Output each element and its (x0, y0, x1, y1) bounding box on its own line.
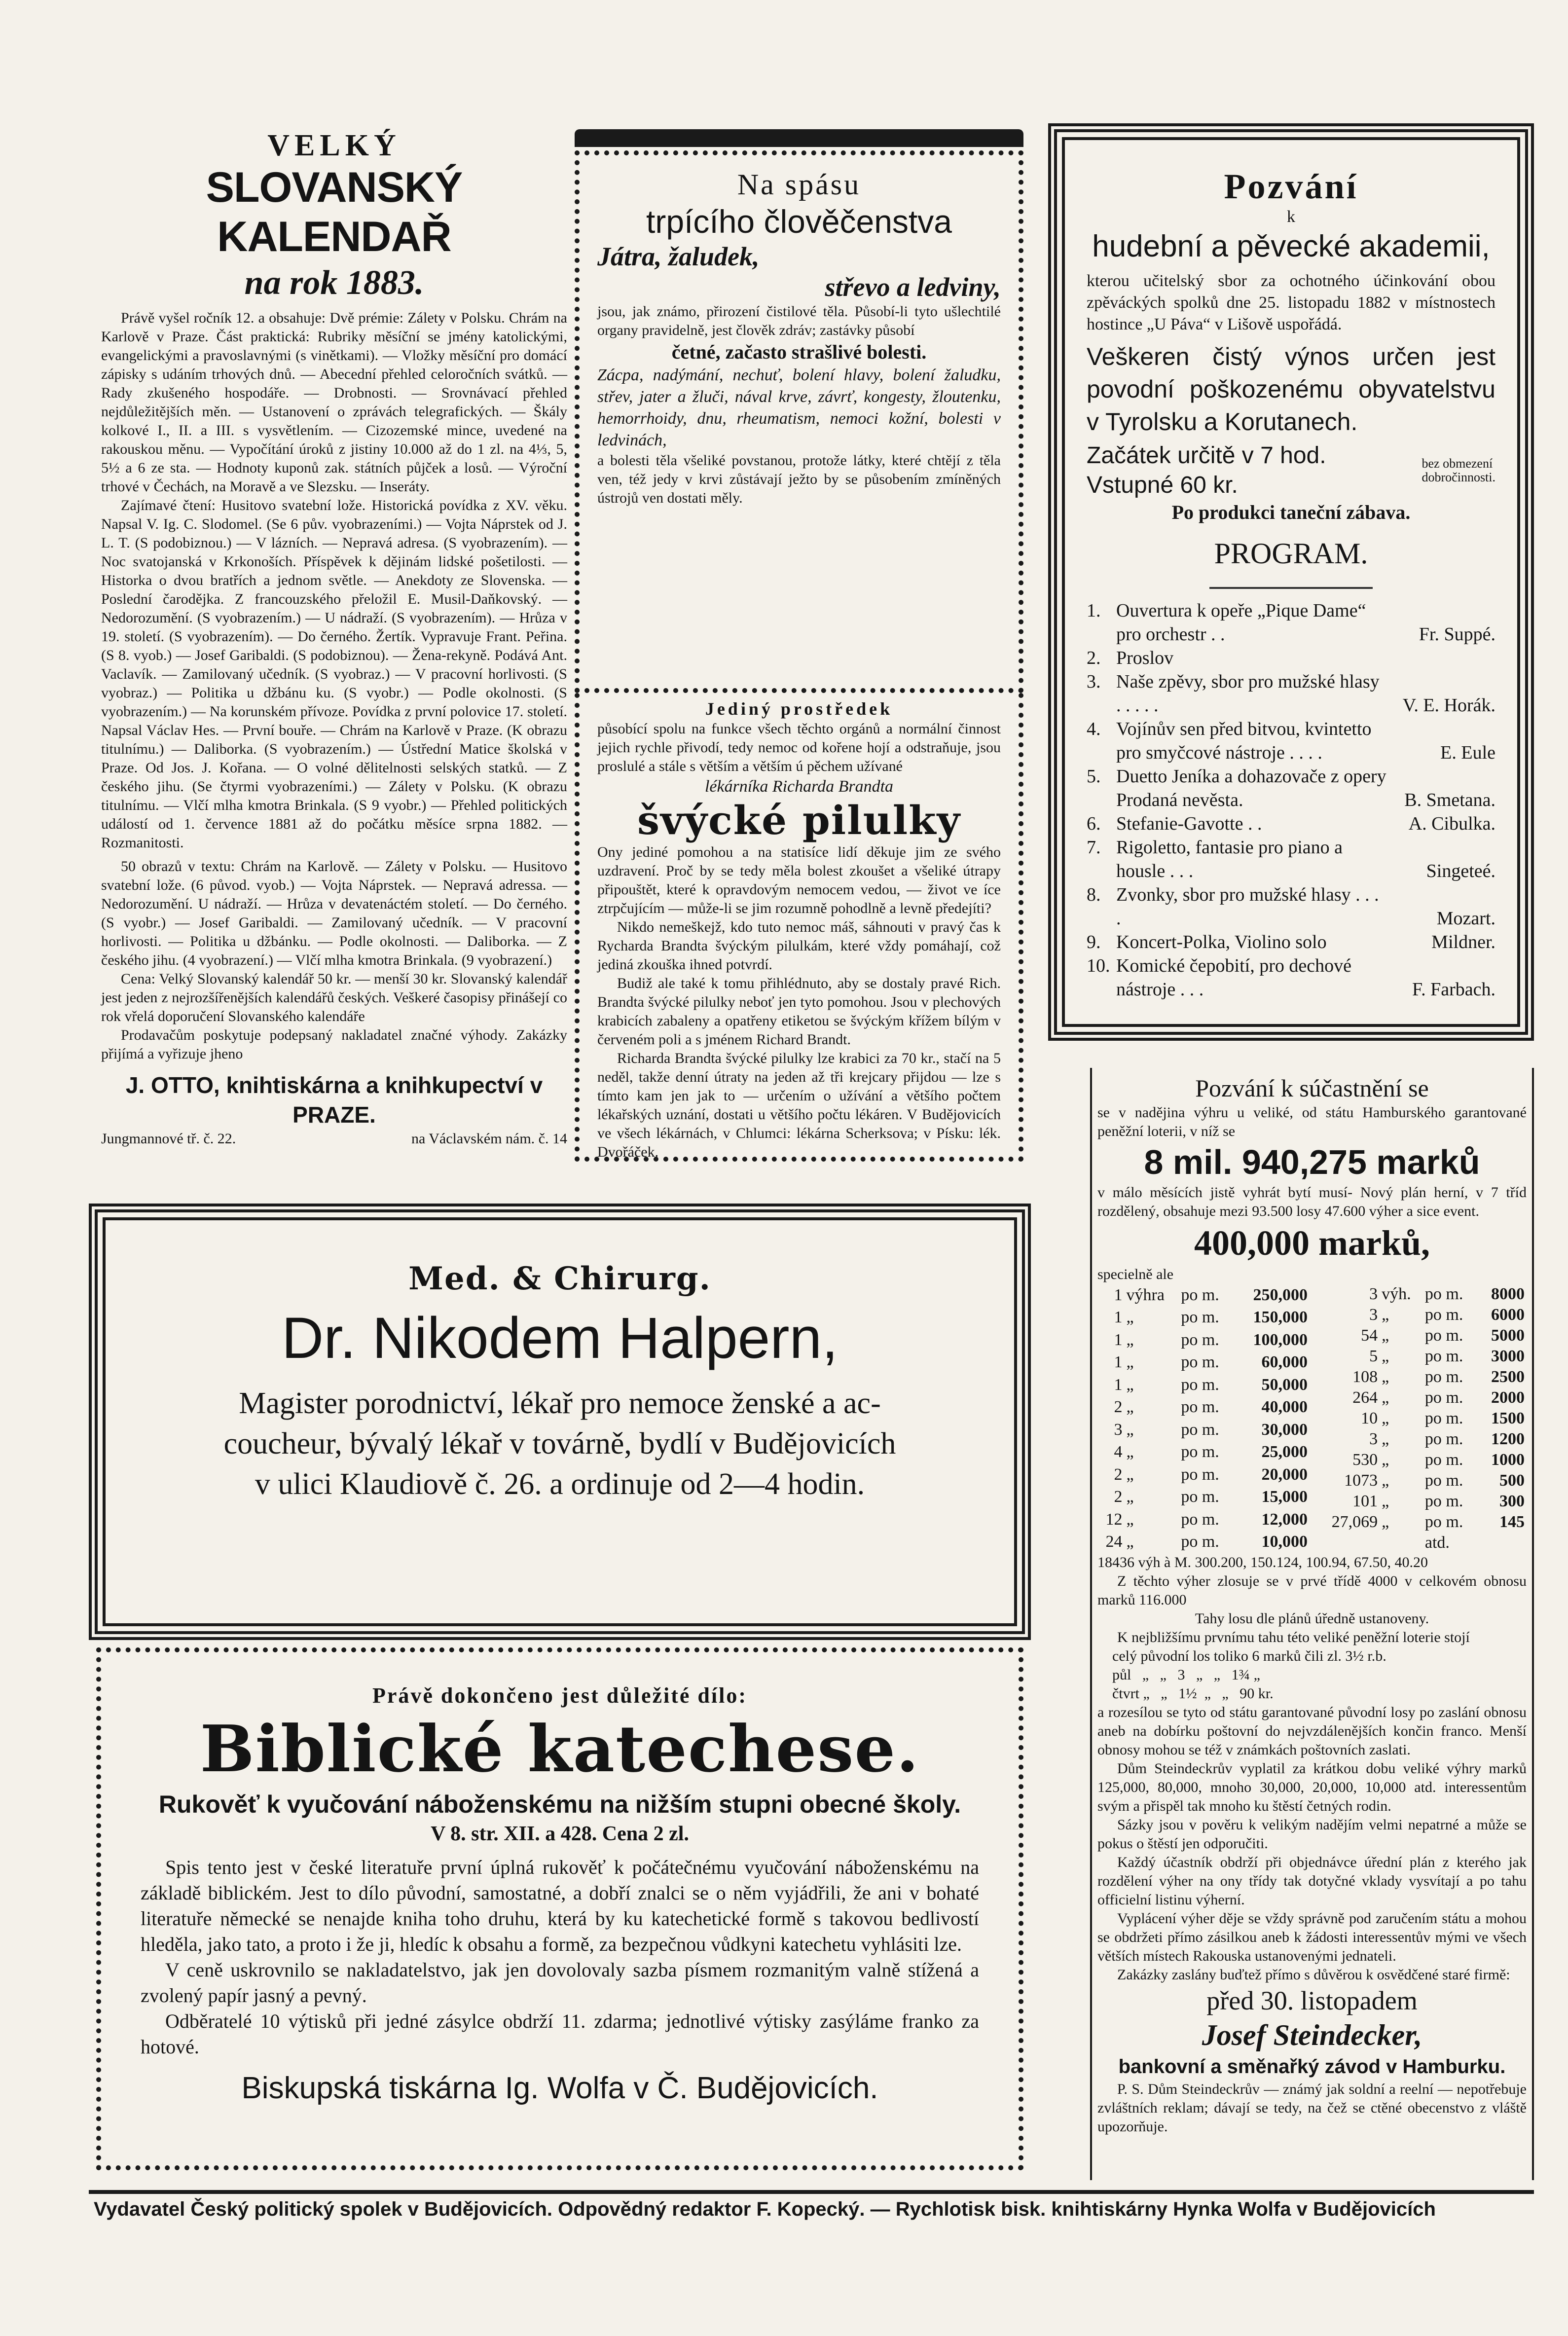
lottery-cell: 2 (1114, 1488, 1123, 1506)
program-item (1087, 812, 1495, 836)
lottery-cell: po m. (1181, 1420, 1219, 1439)
lottery-cell: 1 (1114, 1353, 1123, 1372)
kalendar-body-1: Právě vyšel ročník 12. a obsahuje: Dvě prémie: Zálety v Polsku. Chrám na Karlově v Praze. Část praktická: Rubriky měsíční se jmény katolickými, evangelickými a pravoslavnými (s vinětkami). — Vložky měsíční pro domácí zápisky s udáním trhových dnů. — Abecední přehled celoročních svátků. — Rady zkušeného hospodáře. — Drobnosti. — Srovnávací přehled nejdůležitějších měn. — Ustanovení o zprávách telegrafických. — Škály kolkové I., II. a III. s vysvětlením. — Cizozemské mince, uvedené na rakouskou měnu. — Vypočítání úroků z jistiny 10.000 až do 1 zl. na 4⅓, 5, 5½ a 6 ze sta. — Hodnoty kuponů zak. státních půjček a losů. — Výroční trhové v Čechách, na Moravě a ve Slezsku. — Inseráty. (101, 310, 567, 495)
kalendar-address-left: Jungmannové tř. č. 22. (101, 1131, 236, 1147)
lottery-cell: 250,000 (1253, 1285, 1308, 1304)
lottery-cell: po m. (1424, 1409, 1463, 1427)
pozvani-event: hudební a pěvecké akademii, (1092, 229, 1490, 263)
lottery-cell: po m. (1424, 1513, 1463, 1531)
lottery-row (1314, 1305, 1527, 1325)
lottery-row (1314, 1533, 1527, 1553)
lottery-cell: 20,000 (1261, 1465, 1308, 1484)
lottery-cell: „ (1382, 1409, 1389, 1427)
lottery-before: před 30. listopadem (1206, 1986, 1418, 2015)
program-author: E. Eule (1440, 742, 1495, 763)
lottery-cell: 1 (1114, 1285, 1123, 1304)
program-num: 9. (1087, 932, 1101, 952)
program-author: Mozart. (1436, 908, 1495, 929)
program-item (1087, 599, 1495, 646)
lottery-p4a: celý původní los toliko 6 marků čili zl. 3½ r.b. (1112, 1648, 1386, 1664)
spasa-symptoms-2: a bolesti těla všeliké povstanou, protože látky, které chtějí z těla ven, též jedy v krvi zůstávají ježto by se působením zmíněných ústrojů ven dostati měly. (597, 452, 1001, 506)
lottery-cell: 12,000 (1261, 1510, 1308, 1529)
spasa-intro: jsou, jak známo, přirození čistilové těla. Působí-li tyto ušlechtilé organy pravidelně, jest člověk zdráv; zastávky působí (597, 303, 1001, 338)
lottery-cell: „ (1126, 1308, 1134, 1327)
lottery-p8: Každý účastník obdrží při objednávce úřední plán z kterého jak rozdělení výher na ony třídy tak dotyčné vklady vysvítají a po tahu officielní listinu výherní. (1097, 1854, 1527, 1908)
program-num: 2. (1087, 648, 1101, 668)
lottery-cell: po m. (1181, 1398, 1219, 1417)
kalendar-ad (101, 128, 567, 1162)
spasa-p2: Ony jediné pomohou a na statisíce lidí děkuje jim ze svého uzdravení. Proč by se tedy měla bolest zkoušet a všeliké útrapy připouštět, které k opravdovým nemocem vedou, — život ve íce ztrpčujícím — může-li se jim rozumně pohodlně a levně předejíti? (597, 844, 1001, 916)
lottery-cell: 8000 (1491, 1285, 1525, 1303)
lottery-cell: 3 (1369, 1306, 1378, 1324)
program-text: Stefanie-Gavotte . . (1116, 813, 1262, 834)
pozvani-program-title: PROGRAM. (1214, 537, 1368, 570)
program-text: Koncert-Polka, Violino solo (1116, 932, 1327, 952)
program-num: 7. (1087, 837, 1101, 858)
spasa-organs-1: Játra, žaludek, (597, 242, 760, 271)
lottery-p2: Tahy losu dle plánů úředně ustanoveny. (1195, 1610, 1429, 1627)
pozvani-start-row (1087, 441, 1495, 500)
lottery-cell: 100,000 (1253, 1330, 1308, 1349)
lottery-cell: „ (1382, 1347, 1389, 1365)
lottery-row (1314, 1284, 1527, 1305)
lottery-cell: „ (1126, 1420, 1134, 1439)
lottery-cell: po m. (1181, 1443, 1219, 1461)
program-item (1087, 954, 1495, 1001)
program-text: Ouvertura k opeře „Pique Dame“ pro orchestr . . (1116, 600, 1366, 645)
lottery-row (1314, 1450, 1527, 1470)
lottery-cell: 5000 (1491, 1326, 1525, 1345)
lottery-cell: po m. (1424, 1285, 1463, 1303)
program-text: Rigoletto, fantasie pro piano a housle . . . (1116, 837, 1343, 881)
lottery-cell: 30,000 (1261, 1420, 1308, 1439)
lottery-cell: po m. (1181, 1533, 1219, 1551)
lottery-cell: „ (1382, 1306, 1389, 1324)
lottery-cell: „ (1126, 1488, 1134, 1506)
program-item (1087, 836, 1495, 883)
pozvani-after: Po produkci taneční zábava. (1171, 501, 1411, 523)
spasa-product: švýcké pilulky (637, 797, 961, 843)
lottery-cell: po m. (1424, 1492, 1463, 1510)
lottery-row (1097, 1463, 1310, 1486)
lottery-cell: po m. (1181, 1375, 1219, 1394)
lottery-cell: po m. (1181, 1353, 1219, 1372)
lottery-cell: 54 (1361, 1326, 1378, 1345)
biblicke-p1: Spis tento jest v české literatuře první úplná rukověť k počátečnému vyučování náboženskému na základě biblickém. Jest to dílo původní, samostatné, a dobří znalci se o něm vyjádřili, že ani v bohaté literatuře německé se nenajde kniha toho druhu, která by ku katechetické formě s takovou bedlivostí hleděla, jako tato, a proto i že ji, hledíc k obsahu a formě, za bezpečnou vůdkyni katechetu vyhlásiti lze. (141, 1856, 979, 1955)
halpern-name: Dr. Nikodem Halpern, (282, 1306, 838, 1371)
lottery-cell: 27,069 (1331, 1513, 1378, 1531)
lottery-cell: 1 (1114, 1375, 1123, 1394)
lottery-cell: po m. (1424, 1388, 1463, 1407)
spasa-kicker: Na spásu (737, 168, 861, 201)
lottery-cell: 3000 (1491, 1347, 1525, 1365)
program-item (1087, 670, 1495, 717)
halpern-line-1: Magister porodnictví, lékař pro nemoce ženské a ac- (239, 1387, 881, 1420)
program-num: 5. (1087, 766, 1101, 787)
lottery-cell: po m. (1424, 1430, 1463, 1448)
spasa-sub: Jediný prostředek (705, 699, 893, 719)
lottery-intro-2: v málo měsících jistě vyhrát bytí musí- Nový plán herní, v 7 tříd rozdělený, obsahuje mezi 93.500 losy 47.600 výher a sice event. (1097, 1184, 1527, 1219)
pozvani-ad (1048, 123, 1534, 1041)
lottery-cell: po m. (1181, 1330, 1219, 1349)
spasa-bad: četné, začasto strašlivé bolesti. (671, 341, 927, 363)
lottery-cell: 24 (1105, 1533, 1123, 1551)
lottery-cell: 3 (1369, 1430, 1378, 1448)
top-bar (575, 129, 1023, 147)
program-item (1087, 930, 1495, 954)
lottery-cell: 1 (1114, 1330, 1123, 1349)
lottery-cell: výh. (1382, 1285, 1411, 1303)
program-text: Vojínův sen před bitvou, kvintetto pro smyčcové nástroje . . . . (1116, 719, 1372, 763)
lottery-ps: P. S. Dům Steindeckrův — známý jak soldní a reelní — nepotřebuje zvláštních reklam; dávají se tedy, na čež se ctěné obecenstvo z vláště upozorňuje. (1097, 2081, 1527, 2135)
lottery-cell: 1073 (1344, 1471, 1378, 1490)
biblicke-title: Biblické katechese. (200, 1711, 920, 1787)
lottery-cell: „ (1382, 1471, 1389, 1490)
lottery-row (1314, 1346, 1527, 1367)
lottery-cell: „ (1126, 1443, 1134, 1461)
lottery-cell: „ (1382, 1326, 1389, 1345)
lottery-cell: „ (1126, 1398, 1134, 1417)
lottery-cell: 1500 (1491, 1409, 1525, 1427)
lottery-firm-2: bankovní a směnařký závod v Hamburku. (1118, 2056, 1506, 2078)
spasa-p4: Budiž ale také k tomu přihlédnuto, aby se dostaly pravé Rich. Brandta švýcké pilulky neboť jen tyto pomohou. Jsou v plechových krabicích zabaleny a opatřeny etiketou se švýckým křížem bílým v červeném poli a s jménem Richard Brandt. (597, 975, 1001, 1048)
kalendar-body-3: 50 obrazů v textu: Chrám na Karlově. — Zálety v Polsku. — Husitovo svatební lože. (6 původ. vyob.) — Vojta Náprstek. — Nepravá adressa. — Nedorozumění. U nádraží. — Hrůza v devatenáctém století. — Do černého. (S vyobr.) — Josef Garibaldi. — Zamilovaný učedník. — V pracovní horlivosti. — Politika u džbánku. — Podle okolnosti. — Daliborka. — Z českého jihu. (4 vyobrazení.) — Vlčí mlha kmotra Brinkala. (9 vyobrazení.) (101, 858, 567, 968)
program-num: 3. (1087, 671, 1101, 692)
lottery-cell: 4 (1114, 1443, 1123, 1461)
lottery-cell: 50,000 (1261, 1375, 1308, 1394)
program-author: B. Smetana. (1404, 790, 1495, 810)
lottery-cell: 530 (1352, 1451, 1378, 1469)
program-num: 4. (1087, 719, 1101, 739)
lottery-cell: 5 (1369, 1347, 1378, 1365)
kalendar-address-right: na Václavském nám. č. 14 (411, 1131, 567, 1147)
lottery-intro: se v nadějina výhru u veliké, od státu Hamburského garantované peněžní loterii, v níž se (1097, 1104, 1527, 1139)
program-text: Zvonky, sbor pro mužské hlasy . . . . (1116, 884, 1379, 929)
lottery-cell: výhra (1126, 1285, 1165, 1304)
program-num: 8. (1087, 884, 1101, 905)
lottery-p7: Sázky jsou v pověru k velikým nadějím velmi nepatrné a může se pokus o štěstí jen odporučiti. (1097, 1817, 1527, 1852)
lottery-row (1097, 1531, 1310, 1554)
lottery-cell: 60,000 (1261, 1353, 1308, 1372)
kalendar-publisher: J. OTTO, knihtiskárna a knihkupectví v PRAZE. (125, 1072, 543, 1128)
lottery-row (1097, 1351, 1310, 1374)
lottery-cell: 2000 (1491, 1388, 1525, 1407)
lottery-cell: po m. (1424, 1347, 1463, 1365)
lottery-cell: 6000 (1491, 1306, 1525, 1324)
lottery-cell: „ (1382, 1368, 1389, 1386)
lottery-cell: 12 (1105, 1510, 1123, 1529)
program-num: 6. (1087, 813, 1101, 834)
lottery-cell: po m. (1424, 1326, 1463, 1345)
pozvani-p1: kterou učitelský sbor za ochotného účinkování obou zpěváckých spolků dne 25. listopadu 1882 v místnostech hostince „U Páva“ v Lišově uspořádá. (1087, 272, 1495, 333)
spasa-p1: působící spolu na funkce všech těchto orgánů a normální činnost jejich rychle přivodí, tedy nemoc od kořene hojí a odstraňuje, jsou proslulé a stále s větším a větším ú pěchem užívané (597, 721, 1001, 774)
lottery-cell: „ (1126, 1330, 1134, 1349)
biblicke-price: V 8. str. XII. a 428. Cena 2 zl. (431, 1823, 689, 1845)
lottery-p9: Vyplácení výher děje se vždy správně pod zaručením státu a mohou se obdržeti přímo zásilkou aneb k žádosti interessentův mými ve všech větších místech Rakouska ustanovenými jednateli. (1097, 1910, 1527, 1964)
lottery-cell: 3 (1114, 1420, 1123, 1439)
lottery-cell: po m. (1424, 1471, 1463, 1490)
lottery-cell: atd. (1424, 1533, 1450, 1552)
lottery-cell: 101 (1352, 1492, 1378, 1510)
lottery-p10: Zakázky zaslány buďtež přímo s důvěrou k osvědčené staré firmě: (1117, 1967, 1510, 1983)
program-text: Proslov (1116, 648, 1174, 668)
lottery-cell: „ (1382, 1451, 1389, 1469)
lottery-cell (1380, 1533, 1423, 1553)
program-item (1087, 883, 1495, 930)
lottery-row (1097, 1284, 1310, 1307)
lottery-right-table (1314, 1284, 1527, 1553)
lottery-cell: „ (1126, 1533, 1134, 1551)
lottery-row (1097, 1396, 1310, 1419)
lottery-cell: „ (1126, 1353, 1134, 1372)
lottery-cell: „ (1382, 1513, 1389, 1531)
lottery-cell: 300 (1499, 1492, 1525, 1510)
program-item (1087, 717, 1495, 765)
lottery-spec: specielně ale (1097, 1266, 1174, 1282)
lottery-ad (1097, 1073, 1527, 2178)
lottery-row (1314, 1429, 1527, 1450)
lottery-p1: Z těchto výher zlosuje se v prvé třídě 4000 v celkovém obnosu marků 116.000 (1097, 1573, 1527, 1608)
pozvani-start: Začátek určitě v 7 hod. Vstupné 60 kr. (1087, 442, 1326, 498)
lottery-cell: po m. (1424, 1306, 1463, 1324)
kalendar-body-2: Zajímavé čtení: Husitovo svatební lože. Historická povídka z XV. věku. Napsal V. Ig. C. Slodomel. (Se 6 pův. vyobrazeními.) — Vojta Náprstek od J. L. T. (S podobiznou.) — V lázních. — Nepravá adresa. (S vyobrazením). — Noc svatojanská v Krkonoších. Příspěvek k dějinám lidské pošetilosti. — Historka o dvou bratřích a jednom světle. — Anekdoty ze Slovenska. — Poslední čarodějka. Z francouzského přeložil E. Musil-Daňkovský. — Nedorozumění. (S vyobrazením.) — U nádraží. (S vyobrazením). — Hrůza v 19. století. (S vyobrazením). — Do černého. Žertík. Vypravuje Frant. Peřina. (S 8. vyob.) — Josef Garibaldi. (S podobiznou). — Žena-rekyně. Podává Ant. Vaclavík. — Zamilovaný učedník. (S vyobraz.) — V pracovní horlivosti. (S vyobraz.) — Politika u džbánu ku. (S vyobr.) — Podle okolnosti. (S vyobrazením.) — Na korunském přívoze. Povídka z první polovice 17. století. Napsal Václav Hes. — První bouře. — Chrám na Karlově v Praze. (K obrazu titulnímu.) — Daliborka. (S vyobrazením.) — Ústřední Matice školská v Praze. Od Jos. J. Kořana. — O volné dělitelnosti selských statků. — Z českého jihu. (Se čtyrmi vyobrazeními.) — Zálety v Polsku. (K obrazu titulnímu. — Vlčí mlha kmotra Brinkala. (S 9 vyobr.) — Přehled politických událostí od 1. července 1881 až do počátku měsíce srpna 1882. — Rozmanitosti. (101, 497, 567, 851)
program-list (1087, 599, 1495, 1001)
lottery-cell: 1000 (1491, 1451, 1525, 1469)
lottery-row (1314, 1491, 1527, 1512)
lottery-row (1314, 1470, 1527, 1491)
program-author: Mildner. (1431, 932, 1495, 952)
lottery-cell: 15,000 (1261, 1488, 1308, 1506)
lottery-p4c: čtvrt „ „ 1½ „ „ 90 kr. (1112, 1685, 1274, 1702)
lottery-p6: Dům Steindeckrův vyplatil za krátkou dobu veliké výhry marků 125,000, 80,000, mnoho 30,000, 20,000, 10,000 atd. interessentům svým a přispěl tak mnoho ku štěstí četných rodin. (1097, 1760, 1527, 1814)
lottery-cell: „ (1382, 1388, 1389, 1407)
program-num: 1. (1087, 600, 1101, 621)
lottery-p5: a rozesílou se tyto od státu garantované původní losy po zaslání obnosu aneb na dobírku poštovní do nejvzdálenějších končin franco. Menší obnosy mohou se též v známkách poštovních zaslati. (1097, 1704, 1527, 1758)
lottery-left-table (1097, 1284, 1310, 1553)
lottery-cell: po m. (1424, 1451, 1463, 1469)
program-author: Singeteé. (1426, 861, 1495, 881)
pozvani-start-note: bez obmezení dobročinnosti. (1422, 456, 1496, 484)
lottery-row (1097, 1508, 1310, 1531)
pozvani-title: Pozvání (1224, 167, 1358, 206)
program-text: Naše zpěvy, sbor pro mužské hlasy . . . . . (1116, 671, 1380, 716)
kalendar-address (101, 1130, 567, 1148)
lottery-cell: po m. (1181, 1488, 1219, 1506)
lottery-cell: 25,000 (1261, 1443, 1308, 1461)
program-num: 10. (1087, 955, 1110, 976)
lottery-cell: „ (1126, 1375, 1134, 1394)
pozvani-k: k (1287, 208, 1295, 226)
biblicke-kicker: Právě dokončeno jest důležité dílo: (372, 1683, 748, 1708)
biblicke-p2: V ceně uskrovnilo se nakladatelstvo, jak jen dovolovaly sazba písmem rozmanitým valně stížená a zvolený papír jasný a pevný. (141, 1959, 979, 2007)
lottery-cell: 2 (1114, 1465, 1123, 1484)
kalendar-year: na rok 1883. (244, 264, 424, 302)
lottery-tail: 18436 výh à M. 300.200, 150.124, 100.94, 67.50, 40.20 (1097, 1554, 1428, 1570)
lottery-row (1314, 1367, 1527, 1387)
lottery-cell: 108 (1352, 1368, 1378, 1386)
program-item (1087, 765, 1495, 812)
lottery-cell: 150,000 (1253, 1308, 1308, 1327)
footer-imprint: Vydavatel Český politický spolek v Budějovicích. Odpovědný redaktor F. Kopecký. — Rychlotisk bisk. knihtiskárny Hynka Wolfa v Budějovicích (94, 2198, 1436, 2220)
pozvani-p2: Veškeren čistý výnos určen jest povodní poškozenému obyvatelstvu v Tyrolsku a Korutanech. (1087, 343, 1495, 436)
lottery-cell: 145 (1499, 1513, 1525, 1531)
lottery-cell (1314, 1533, 1380, 1553)
lottery-cell: 500 (1499, 1471, 1525, 1490)
biblicke-subtitle: Rukověť k vyučování náboženskému na nižším stupni obecné školy. (158, 1790, 961, 1818)
lottery-cell: 2500 (1491, 1368, 1525, 1386)
spasa-organs-2: střevo a ledviny, (825, 272, 1001, 302)
halpern-line-2: coucheur, bývalý lékař v továrně, bydlí v Budějovicích (223, 1427, 896, 1460)
lottery-cell: „ (1382, 1492, 1389, 1510)
program-author: A. Cibulka. (1408, 813, 1495, 834)
lottery-cell: „ (1126, 1510, 1134, 1529)
lottery-cell: 1 (1114, 1308, 1123, 1327)
lottery-table (1097, 1284, 1527, 1553)
lottery-cell: 264 (1352, 1388, 1378, 1407)
program-text: Komické čepobití, pro dechové nástroje . . . (1116, 955, 1351, 1000)
spasa-author: lékárníka Richarda Brandta (704, 777, 894, 796)
lottery-cell: po m. (1181, 1465, 1219, 1484)
lottery-cell: „ (1382, 1430, 1389, 1448)
lottery-row (1097, 1329, 1310, 1351)
lottery-cell (1478, 1533, 1527, 1553)
spasa-ad-lower (575, 693, 1023, 1162)
footer-rule (89, 2190, 1534, 2194)
halpern-line-3: v ulici Klaudiově č. 26. a ordinuje od 2—4 hodin. (255, 1467, 865, 1501)
lottery-row (1314, 1325, 1527, 1346)
lottery-row (1097, 1374, 1310, 1396)
lottery-row (1314, 1387, 1527, 1408)
lottery-cell: po m. (1181, 1510, 1219, 1529)
lottery-row (1314, 1408, 1527, 1429)
lottery-cell: 40,000 (1261, 1398, 1308, 1417)
lottery-cell: 10,000 (1261, 1533, 1308, 1551)
program-item (1087, 646, 1495, 670)
spasa-p3: Nikdo nemeškejž, kdo tuto nemoc máš, sáhnouti v pravý čas k Rycharda Brandta švýckým pilulkám, které vždy pomáhají, což jediná zkouška ihned potvrdí. (597, 919, 1001, 973)
biblicke-p3: Odběratelé 10 výtisků při jedné zásylce obdrží 11. zdarma; jednotlivé výtisky zasýláme franko za hotové. (141, 2010, 979, 2058)
lottery-cell: 10 (1361, 1409, 1378, 1427)
program-text: Duetto Jeníka a dohazovače z opery Prodaná nevěsta. (1116, 766, 1386, 810)
lottery-row (1097, 1441, 1310, 1464)
kalendar-body-5: Prodavačům poskytuje podepsaný nakladatel značné výhody. Zakázky přijímá a vyřizuje jheno (101, 1027, 567, 1062)
lottery-cell: „ (1126, 1465, 1134, 1484)
lottery-p3: K nejbližšímu prvnímu tahu této veliké peněžní loterie stojí (1117, 1629, 1470, 1645)
lottery-row (1097, 1307, 1310, 1329)
lottery-row (1097, 1486, 1310, 1509)
spasa-ad (575, 150, 1023, 693)
kalendar-body-4: Cena: Velký Slovanský kalendář 50 kr. — menší 30 kr. Slovanský kalendář jest jeden z nejrozšířenějších kalendářů českých. Veškeré časopisy přinášejí co rok vřelá doporučení Slovanského kalendáře (101, 971, 567, 1024)
program-divider (1209, 577, 1373, 589)
lottery-cell: po m. (1181, 1308, 1219, 1327)
halpern-kicker: Med. & Chirurg. (408, 1260, 711, 1297)
biblicke-publisher: Biskupská tiskárna Ig. Wolfa v Č. Budějovicích. (241, 2071, 878, 2105)
program-author: V. E. Horák. (1402, 695, 1495, 716)
program-author: Fr. Suppé. (1419, 624, 1495, 645)
spasa-p5: Richarda Brandta švýcké pilulky lze krabici za 70 kr., stačí na 5 neděl, takže denní útraty na jeden až tři krejcary přijdou — lze s tímto kam jen jak to — určením o užívání a většího počtem lékařských uznání, dostati u většího počtu lékáren. V Budějovicích ve všech lékárnách, v Chlumci: lékárna Scherksova; v Písku: lék. Dvořáček. (597, 1050, 1001, 1160)
kalendar-title-small: VELKÝ (267, 129, 401, 162)
biblicke-ad (96, 1647, 1023, 2170)
lottery-top: 400,000 marků, (1194, 1223, 1430, 1263)
lottery-firm: Josef Steindecker, (1202, 2019, 1422, 2051)
lottery-cell: 1200 (1491, 1430, 1525, 1448)
lottery-cell: po m. (1424, 1368, 1463, 1386)
spasa-headline: trpícího člověčenstva (646, 203, 952, 240)
lottery-cell: 2 (1114, 1398, 1123, 1417)
halpern-ad (89, 1204, 1031, 1640)
lottery-cell: po m. (1181, 1285, 1219, 1304)
lottery-p4b: půl „ „ 3 „ „ 1¾ „ (1112, 1667, 1260, 1683)
spasa-symptoms: Zácpa, nadýmání, nechuť, bolení hlavy, bolení žaludku, střev, jater a žluči, nával krve, závrť, kongesty, žloutenku, hemorrhoidy, dnu, rheumatism, nemoci kožní, bolesti v ledvinách, (597, 366, 1001, 449)
kalendar-title-big: SLOVANSKÝ KALENDAŘ (206, 164, 463, 260)
lottery-row (1097, 1419, 1310, 1441)
program-author: F. Farbach. (1412, 979, 1495, 1000)
lottery-amount: 8 mil. 940,275 marků (1144, 1143, 1480, 1181)
lottery-row (1314, 1512, 1527, 1533)
lottery-cell: 3 (1369, 1285, 1378, 1303)
lottery-title: Pozvání k súčastnění se (1195, 1074, 1429, 1102)
